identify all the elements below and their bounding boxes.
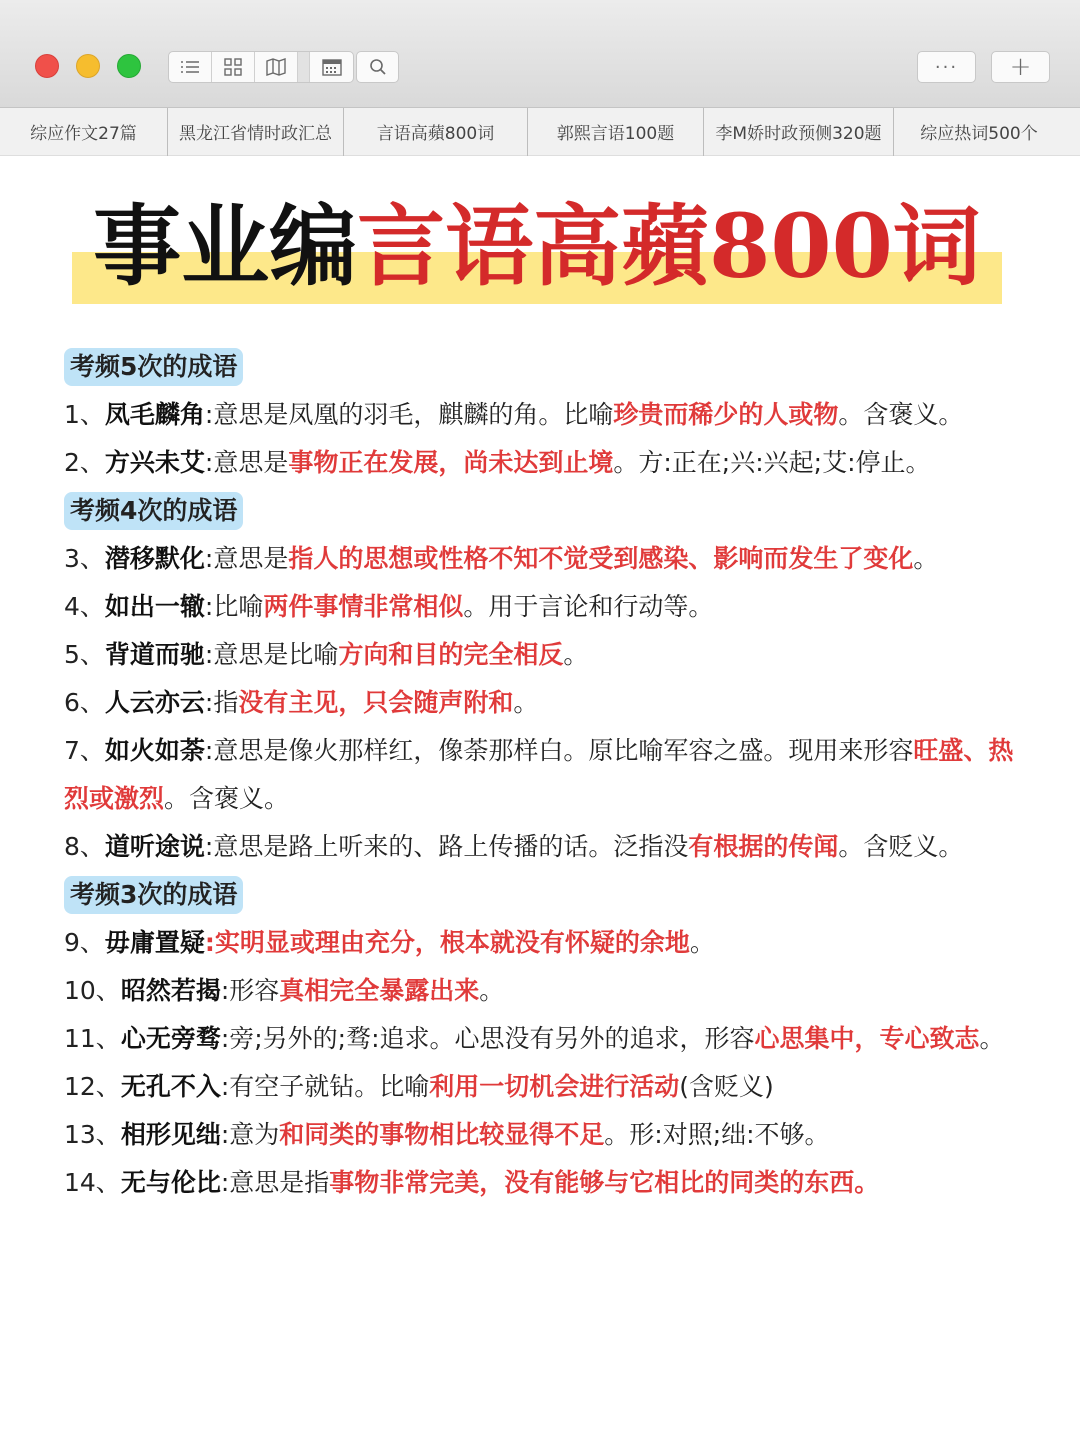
definition-text: 。方:正在;兴:兴起;艾:停止。 — [613, 448, 931, 477]
entry-number: 5、 — [64, 640, 105, 669]
definition-text: :指 — [204, 688, 239, 717]
highlighted-definition: 旺盛、热烈或激烈 — [64, 736, 1014, 813]
search-button[interactable] — [356, 51, 399, 83]
entry-number: 1、 — [64, 400, 105, 429]
window-toolbar — [0, 0, 1080, 108]
highlighted-definition: 没有主见，只会随声附和 — [238, 688, 514, 717]
idiom-term: 相形见绌 — [120, 1120, 221, 1149]
entry-number: 14、 — [64, 1168, 121, 1197]
highlighted-definition: 利用一切机会进行活动 — [429, 1072, 680, 1101]
more-options-button[interactable]: ··· — [917, 51, 976, 83]
zoom-window-button[interactable] — [117, 54, 141, 78]
definition-text: 。 — [979, 1024, 1005, 1053]
definition-text: 。 — [913, 544, 939, 573]
idiom-term: 无孔不入 — [120, 1072, 221, 1101]
list-icon — [180, 59, 200, 75]
idiom-term: 心无旁骛 — [120, 1024, 221, 1053]
bookmark-item[interactable]: 综应热词500个 — [920, 124, 1038, 144]
highlighted-definition: 方向和目的完全相反 — [338, 640, 564, 669]
definition-text: 。含褒义。 — [164, 784, 290, 813]
idiom-entry — [64, 1063, 1024, 1111]
highlighted-definition: 珍贵而稀少的人或物 — [613, 400, 839, 429]
definition-text: 。含贬义。 — [838, 832, 964, 861]
highlighted-definition: 和同类的事物相比较显得不足 — [279, 1120, 605, 1149]
highlighted-definition: 真相完全暴露出来 — [279, 976, 480, 1005]
definition-text: :意思是 — [204, 544, 289, 573]
entry-number: 7、 — [64, 736, 105, 765]
idiom-entry — [64, 967, 1024, 1015]
definition-text: :意思是路上听来的、路上传播的话。泛指没 — [204, 832, 689, 861]
idiom-term: 凤毛麟角 — [104, 400, 205, 429]
highlighted-definition: 两件事情非常相似 — [263, 592, 464, 621]
title-main: 言语高蘋800词 — [357, 194, 981, 298]
definition-text: 。 — [689, 928, 715, 957]
bookmark-item[interactable]: 黑龙江省情时政汇总 — [168, 108, 344, 156]
definition-text: :意思是凤凰的羽毛，麒麟的角。比喻 — [204, 400, 614, 429]
minimize-window-button[interactable] — [76, 54, 100, 78]
entry-number: 13、 — [64, 1120, 121, 1149]
bookmark-item[interactable]: 李M娇时政预侧320题 — [704, 108, 894, 156]
grid-icon — [224, 58, 242, 76]
idiom-entry — [64, 919, 1024, 967]
entry-number: 3、 — [64, 544, 105, 573]
idiom-entry — [64, 1015, 1024, 1063]
definition-text: 。含褒义。 — [838, 400, 964, 429]
page-title-block — [72, 188, 1002, 304]
grid-view-button[interactable] — [212, 52, 255, 82]
idiom-entry — [64, 679, 1024, 727]
idiom-term: 潜移默化 — [104, 544, 205, 573]
idiom-entry — [64, 535, 1024, 583]
window-controls — [35, 54, 141, 78]
section-heading: 考频5次的成语 — [64, 348, 243, 386]
highlighted-definition: 心思集中，专心致志 — [754, 1024, 980, 1053]
entry-number: 2、 — [64, 448, 105, 477]
idiom-term: 昭然若揭 — [120, 976, 221, 1005]
highlighted-definition: 事物正在发展，尚未达到止境 — [288, 448, 614, 477]
title-prefix: 事业编 — [93, 194, 358, 298]
map-view-button[interactable] — [255, 52, 298, 82]
highlighted-definition: :实明显或理由充分，根本就没有怀疑的余地 — [204, 928, 690, 957]
definition-text: 。 — [513, 688, 539, 717]
entry-number: 6、 — [64, 688, 105, 717]
section-heading: 考频4次的成语 — [64, 492, 243, 530]
idiom-list — [64, 343, 1024, 1207]
entry-number: 9、 — [64, 928, 105, 957]
calendar-view-button[interactable] — [310, 52, 353, 82]
definition-text: :有空子就钻。比喻 — [220, 1072, 430, 1101]
map-icon — [266, 58, 286, 76]
page-title — [72, 188, 1002, 304]
entry-number: 11、 — [64, 1024, 121, 1053]
definition-text: :意思是指 — [220, 1168, 330, 1197]
idiom-entry — [64, 631, 1024, 679]
definition-text: :意思是像火那样红，像荼那样白。原比喻军容之盛。现用来形容 — [204, 736, 914, 765]
close-window-button[interactable] — [35, 54, 59, 78]
definition-text: :意思是比喻 — [204, 640, 339, 669]
bookmark-item[interactable]: 综应作文27篇 — [0, 108, 168, 156]
highlighted-definition: 有根据的传闻 — [688, 832, 839, 861]
idiom-term: 毋庸置疑 — [104, 928, 205, 957]
definition-text: 。 — [563, 640, 589, 669]
bookmark-item[interactable]: 郭熙言语100题 — [528, 108, 704, 156]
idiom-term: 人云亦云 — [104, 688, 205, 717]
idiom-term: 背道而驰 — [104, 640, 205, 669]
definition-text: :意为 — [220, 1120, 280, 1149]
entry-number: 12、 — [64, 1072, 121, 1101]
idiom-entry — [64, 583, 1024, 631]
toolbar-spacer — [298, 52, 310, 82]
idiom-term: 如火如荼 — [104, 736, 205, 765]
calendar-icon — [322, 58, 342, 76]
idiom-entry — [64, 823, 1024, 871]
section-heading: 考频3次的成语 — [64, 876, 243, 914]
definition-text: 。用于言论和行动等。 — [463, 592, 714, 621]
add-tab-button[interactable]: + — [991, 51, 1050, 83]
idiom-term: 如出一辙 — [104, 592, 205, 621]
idiom-term: 道听途说 — [104, 832, 205, 861]
definition-text: :意思是 — [204, 448, 289, 477]
entry-number: 10、 — [64, 976, 121, 1005]
definition-text: (含贬义) — [679, 1072, 774, 1101]
idiom-entry — [64, 1159, 1024, 1207]
list-view-button[interactable] — [169, 52, 212, 82]
definition-text: :形容 — [220, 976, 280, 1005]
idiom-entry — [64, 391, 1024, 439]
view-mode-group — [168, 51, 354, 83]
highlighted-definition: 事物非常完美，没有能够与它相比的同类的东西。 — [329, 1168, 880, 1197]
definition-text: 。 — [479, 976, 505, 1005]
idiom-entry — [64, 727, 1024, 823]
idiom-entry — [64, 439, 1024, 487]
entry-number: 8、 — [64, 832, 105, 861]
idiom-term: 方兴未艾 — [104, 448, 205, 477]
entry-number: 4、 — [64, 592, 105, 621]
bookmarks-bar — [0, 108, 1080, 156]
definition-text: :比喻 — [204, 592, 264, 621]
highlighted-definition: 指人的思想或性格不知不觉受到感染、影响而发生了变化 — [288, 544, 914, 573]
definition-text: :旁;另外的;骛:追求。心思没有另外的追求，形容 — [220, 1024, 755, 1053]
definition-text: 。形:对照;绌:不够。 — [604, 1120, 830, 1149]
idiom-term: 无与伦比 — [120, 1168, 221, 1197]
search-icon — [369, 58, 387, 76]
idiom-entry — [64, 1111, 1024, 1159]
bookmark-item[interactable]: 言语高蘋800词 — [344, 108, 528, 156]
